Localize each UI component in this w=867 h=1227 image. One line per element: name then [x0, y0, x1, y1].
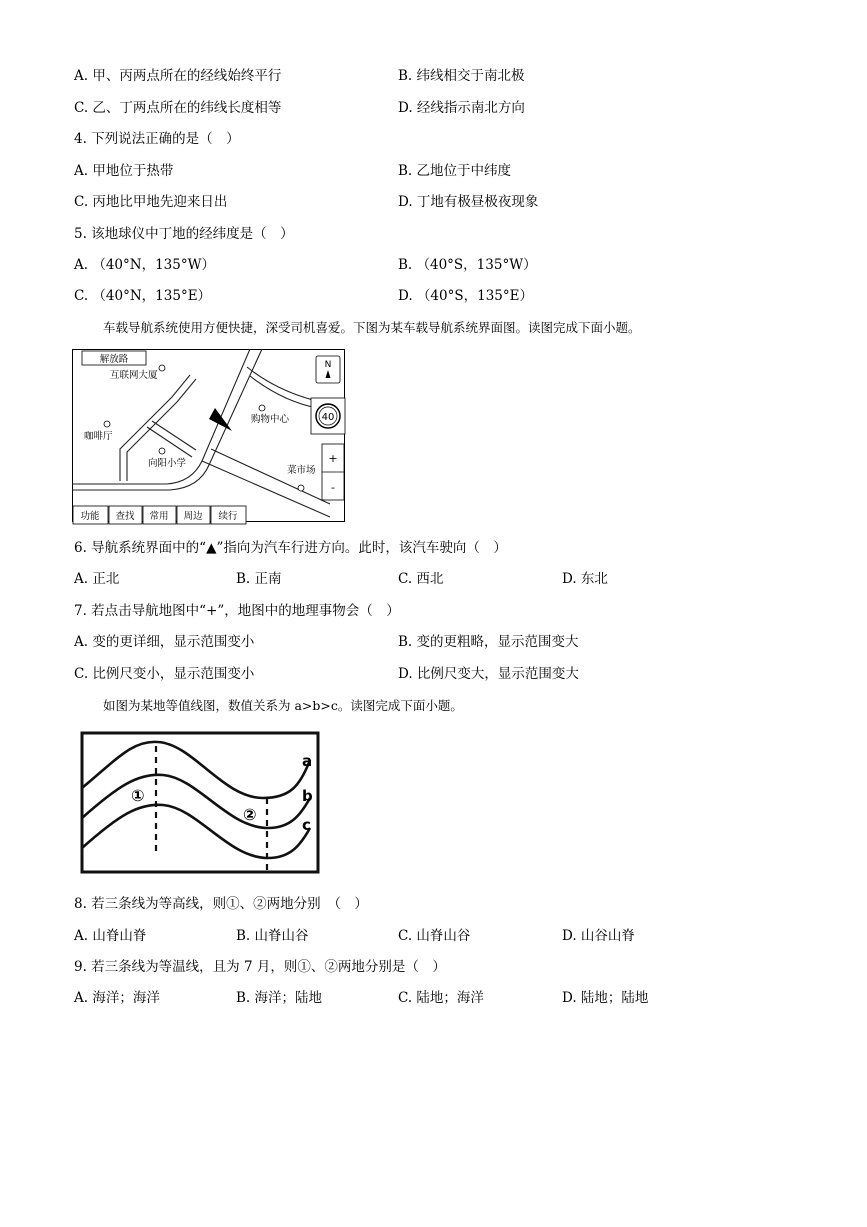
q4-option-b: B. 乙地位于中纬度 [398, 163, 512, 179]
q3-option-d: D. 经线指示南北方向 [398, 100, 525, 116]
q5-option-d: D. （40°S，135°E） [398, 288, 533, 304]
q7-option-c: C. 比例尺变小，显示范围变小 [74, 666, 255, 682]
poi-market: 菜市场 [287, 465, 316, 476]
compass-north-label: N [324, 360, 332, 370]
q9-option-a: A. 海洋；海洋 [74, 990, 160, 1006]
q5-stem: 5. 该地球仪中丁地的经纬度是（ ） [74, 226, 294, 242]
tab-nearby[interactable]: 周边 [183, 511, 203, 522]
q8-option-d: D. 山谷山脊 [562, 928, 635, 944]
q6-stem: 6. 导航系统界面中的“▲”指向为汽车行进方向。此时，该汽车驶向（ ） [74, 540, 507, 556]
nav-map-figure [72, 349, 346, 526]
q8-option-b: B. 山脊山谷 [236, 928, 309, 944]
q9-option-d: D. 陆地；陆地 [562, 990, 649, 1006]
q7-stem: 7. 若点击导航地图中“+”，地图中的地理事物会（ ） [74, 603, 400, 619]
poi-school: 向阳小学 [148, 458, 187, 469]
contour-intro: 如图为某地等值线图，数值关系为 a>b>c。读图完成下面小题。 [103, 698, 463, 713]
point-label-2: ② [243, 805, 257, 824]
poi-internet-building: 互联网大厦 [110, 370, 158, 381]
contour-label-a: a [302, 752, 313, 770]
zoom-out-button[interactable]: - [331, 481, 335, 494]
contour-label-c: c [302, 816, 311, 834]
q3-option-b: B. 纬线相交于南北极 [398, 68, 525, 84]
nav-intro: 车载导航系统使用方便快捷，深受司机喜爱。下图为某车载导航系统界面图。读图完成下面小题。 [103, 320, 641, 335]
q6-option-c: C. 西北 [398, 571, 444, 587]
tab-function[interactable]: 功能 [80, 511, 100, 522]
q4-stem: 4. 下列说法正确的是（ ） [74, 131, 240, 147]
tab-continue[interactable]: 续行 [218, 511, 238, 522]
q3-option-a: A. 甲、丙两点所在的经线始终平行 [74, 68, 282, 84]
tab-search[interactable]: 查找 [115, 511, 135, 522]
speed-limit: 40 [321, 412, 335, 423]
q4-option-a: A. 甲地位于热带 [74, 163, 174, 179]
q9-option-c: C. 陆地；海洋 [398, 990, 484, 1006]
q7-option-b: B. 变的更粗略，显示范围变大 [398, 634, 579, 650]
poi-mall: 购物中心 [251, 414, 290, 425]
q7-option-a: A. 变的更详细，显示范围变小 [74, 634, 255, 650]
q7-option-d: D. 比例尺变大，显示范围变大 [398, 666, 579, 682]
q5-option-b: B. （40°S，135°W） [398, 257, 537, 273]
q8-option-c: C. 山脊山谷 [398, 928, 471, 944]
poi-cafe: 咖啡厅 [84, 431, 113, 442]
zoom-in-button[interactable]: + [328, 452, 338, 465]
q6-option-b: B. 正南 [236, 571, 282, 587]
contour-map-figure [78, 728, 323, 876]
q6-option-a: A. 正北 [74, 571, 120, 587]
q4-option-d: D. 丁地有极昼极夜现象 [398, 194, 539, 210]
q9-stem: 9. 若三条线为等温线，且为 7 月，则①、②两地分别是（ ） [74, 959, 446, 975]
q9-option-b: B. 海洋；陆地 [236, 990, 323, 1006]
road-label: 解放路 [99, 354, 129, 365]
q5-option-a: A. （40°N，135°W） [74, 257, 215, 273]
q5-option-c: C. （40°N，135°E） [74, 288, 212, 304]
tab-common[interactable]: 常用 [149, 511, 169, 522]
q8-stem: 8. 若三条线为等高线，则①、②两地分别 （ ） [74, 896, 368, 912]
point-label-1: ① [131, 786, 145, 805]
q4-option-c: C. 丙地比甲地先迎来日出 [74, 194, 228, 210]
q8-option-a: A. 山脊山脊 [74, 928, 147, 944]
q6-option-d: D. 东北 [562, 571, 608, 587]
q3-option-c: C. 乙、丁两点所在的纬线长度相等 [74, 100, 282, 116]
contour-label-b: b [302, 787, 313, 805]
